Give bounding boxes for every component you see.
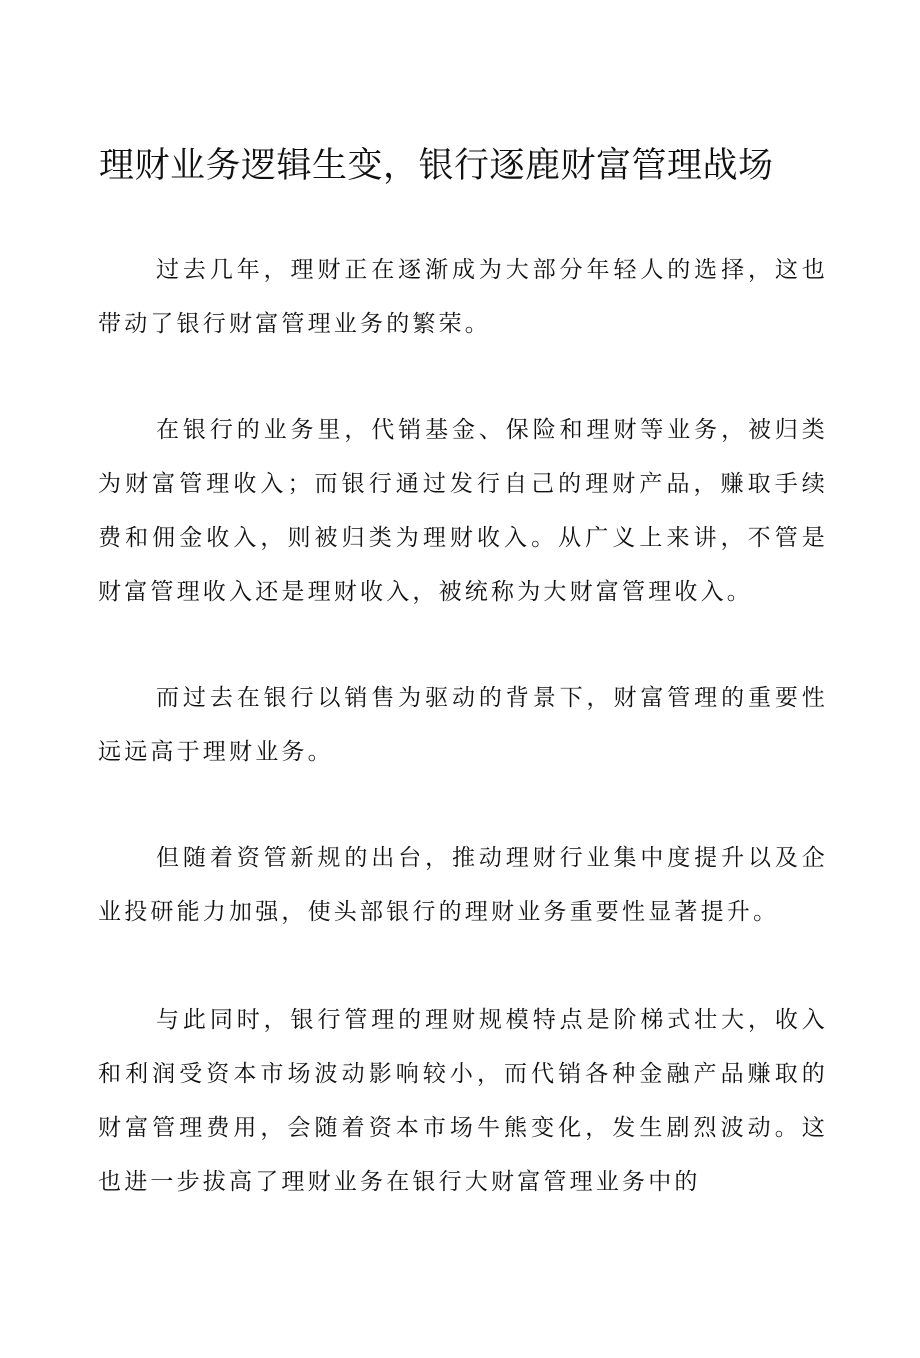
paragraph-1: 过去几年，理财正在逐渐成为大部分年轻人的选择，这也带动了银行财富管理业务的繁荣。 [98, 257, 828, 337]
paragraph-3: 而过去在银行以销售为驱动的背景下，财富管理的重要性远远高于理财业务。 [98, 685, 828, 765]
paragraph-4: 但随着资管新规的出台，推动理财行业集中度提升以及企业投研能力加强，使头部银行的理财业务重要性显著提升。 [98, 845, 828, 925]
article-title: 理财业务逻辑生变，银行逐鹿财富管理战场 [99, 146, 774, 186]
paragraph-5: 与此同时，银行管理的理财规模特点是阶梯式壮大，收入和利润受资本市场波动影响较小，而代销各种金融产品赚取的财富管理费用，会随着资本市场牛熊变化，发生剧烈波动。这也进一步拔高了理财业务在银行大财富管理业务中的 [98, 1007, 828, 1195]
paragraph-2: 在银行的业务里，代销基金、保险和理财等业务，被归类为财富管理收入；而银行通过发行自己的理财产品，赚取手续费和佣金收入，则被归类为理财收入。从广义上来讲，不管是财富管理收入还是理财收入，被统称为大财富管理收入。 [98, 417, 828, 605]
